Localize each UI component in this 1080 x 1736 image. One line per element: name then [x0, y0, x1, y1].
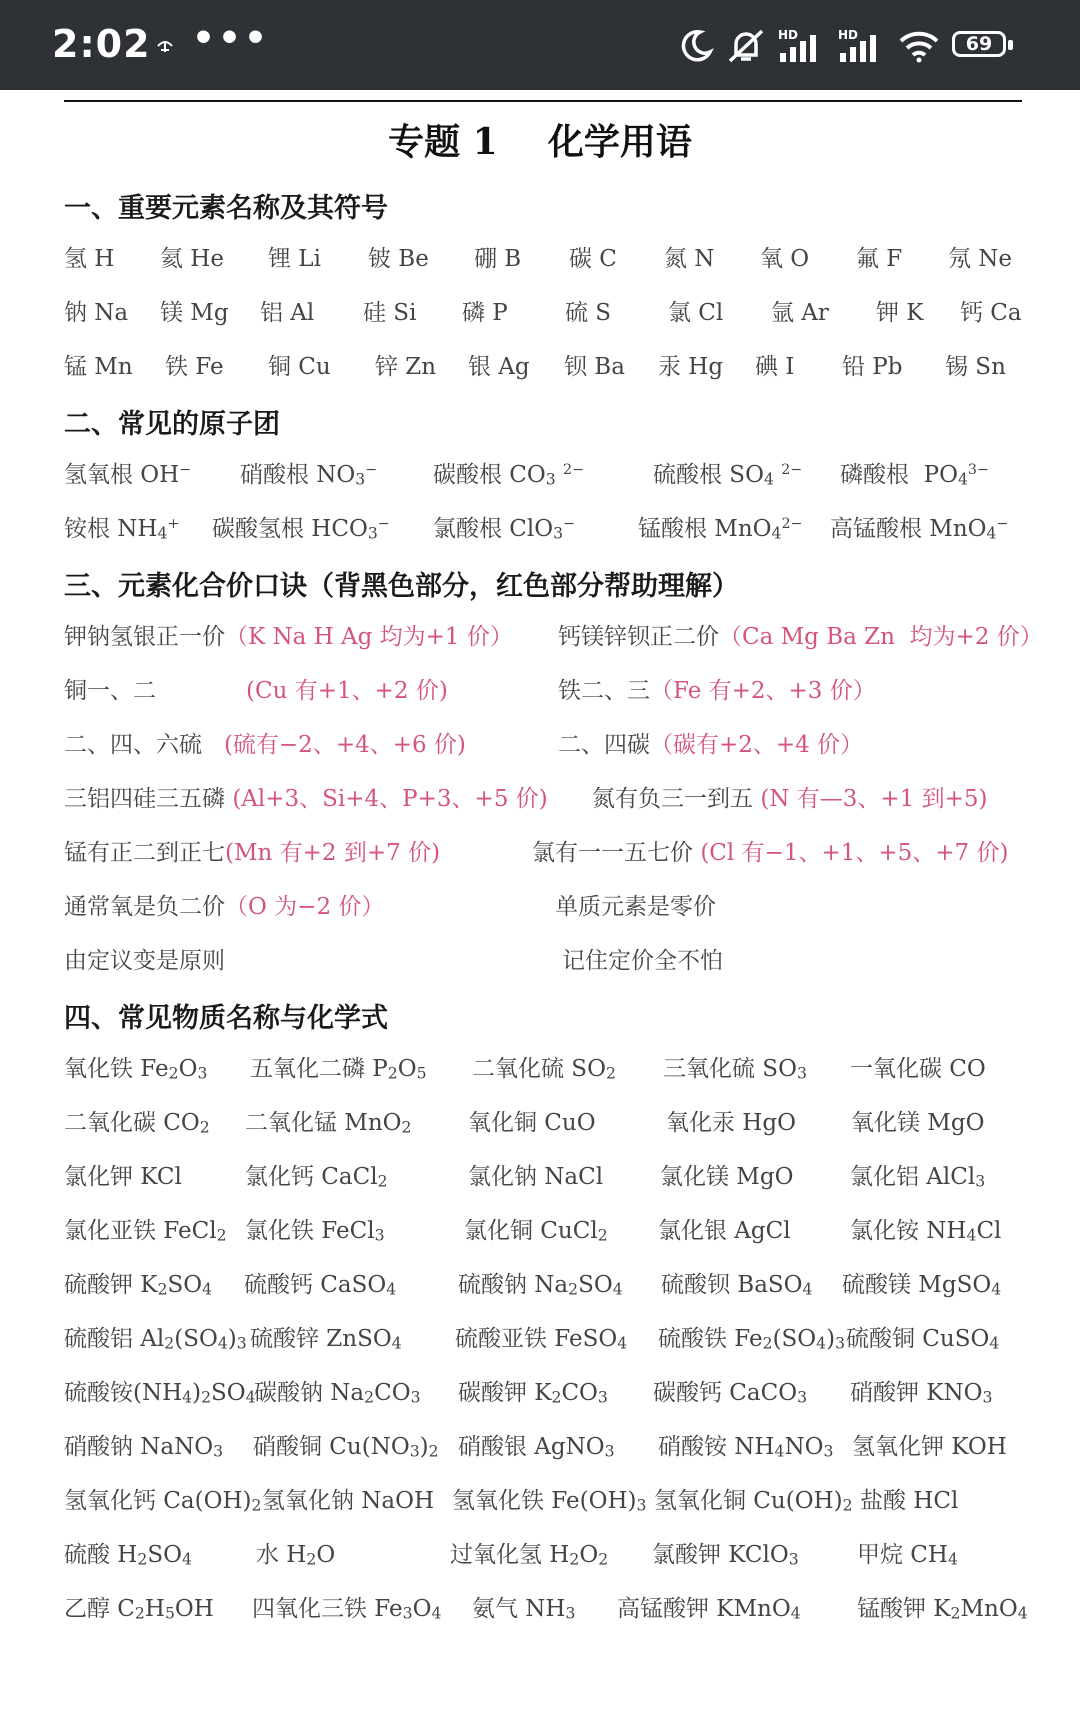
element-row — [0, 294, 1080, 334]
element-row — [0, 348, 1080, 388]
section-heading-compounds: 四、常见物质名称与化学式 — [64, 1003, 388, 1034]
compound-item: 四氧化三铁 $Fe_3O_4$ — [252, 1596, 442, 1623]
element-item: 锂 Li — [268, 246, 321, 272]
compound-item: 氧化铁 $Fe_2O_3$ — [64, 1056, 208, 1083]
compound-row — [0, 1374, 1080, 1414]
compound-row — [0, 1536, 1080, 1576]
compound-item: 硫酸钠 $Na_2SO_4$ — [458, 1272, 623, 1299]
valence-item: 二、四碳（碳有+2、+4 价） — [558, 732, 864, 758]
signal-hd-1-icon — [778, 27, 826, 65]
element-item: 钡 Ba — [564, 354, 625, 380]
element-item: 钙 Ca — [960, 300, 1022, 326]
radical-item: 硫酸根 $SO_4$ $^{2-}$ — [653, 462, 803, 489]
compound-item: 氢氧化钠 NaOH — [262, 1488, 435, 1514]
compound-item: 乙醇 $C_2H_5OH$ — [64, 1596, 214, 1623]
element-row — [0, 240, 1080, 280]
element-item: 氩 Ar — [771, 300, 829, 326]
valence-row — [0, 942, 1080, 982]
radical-item: 碳酸氢根 $HCO_3^-$ — [212, 516, 390, 543]
compound-item: 锰酸钾 $K_2MnO_4$ — [857, 1596, 1028, 1623]
moon-icon — [678, 28, 714, 64]
element-item: 氟 F — [856, 246, 903, 272]
valence-item: 铁二、三（Fe 有+2、+3 价） — [558, 678, 876, 704]
compound-item: 硫酸钾 $K_2SO_4$ — [64, 1272, 213, 1299]
element-item: 钾 K — [876, 300, 924, 326]
compound-item: 二氧化锰 MnO$_2$ — [245, 1110, 412, 1137]
valence-item: (Cu 有+1、+2 价) — [246, 678, 448, 704]
compound-item: 氯化铜 CuCl$_2$ — [464, 1218, 608, 1245]
radical-item: 碳酸根 $CO_3$ $^{2-}$ — [433, 462, 585, 489]
compound-item: 氧化铜 CuO — [468, 1110, 596, 1136]
compound-item: 氨气 $NH_3$ — [472, 1596, 576, 1623]
valence-row — [0, 726, 1080, 766]
status-time: 2:02 — [52, 22, 151, 66]
compound-item: 高锰酸钾 KMnO$_4$ — [617, 1596, 801, 1623]
element-item: 铝 Al — [260, 300, 315, 326]
signal-hd-label-1: HD — [778, 28, 799, 42]
element-item: 钠 Na — [64, 300, 129, 326]
valence-item: 由定议变是原则 — [64, 948, 225, 974]
valence-item: 通常氧是负二价（O 为−2 价） — [64, 894, 385, 920]
element-item: 锰 Mn — [64, 354, 133, 380]
section-heading-valence: 三、元素化合价口诀（背黑色部分，红色部分帮助理解） — [64, 571, 739, 602]
notification-icon — [155, 36, 175, 56]
element-item: 铁 Fe — [165, 354, 224, 380]
element-item: 铜 Cu — [268, 354, 331, 380]
radical-item: 氯酸根 ClO$_3$− — [433, 516, 576, 543]
valence-item: 三铝四硅三五磷 (Al+3、Si+4、P+3、+5 价) — [64, 786, 548, 812]
more-notifications-icon: ••• — [192, 18, 271, 59]
element-item: 硼 B — [474, 246, 522, 272]
element-item: 碘 I — [755, 354, 795, 380]
compound-item: 碳酸钙 CaCO$_3$ — [653, 1380, 808, 1407]
compound-item: 二氧化碳 $CO_2$ — [64, 1110, 210, 1137]
compound-item: 盐酸 HCl — [860, 1488, 959, 1514]
page-title: 专题 1 化学用语 — [388, 121, 692, 163]
compound-item: 硫酸锌 ZnSO$_4$ — [250, 1326, 402, 1353]
valence-row — [0, 780, 1080, 820]
element-item: 汞 Hg — [658, 354, 724, 380]
compound-item: 过氧化氢 $H_2O_2$ — [450, 1542, 609, 1569]
compound-item: 氯酸钾 KClO$_3$ — [652, 1542, 799, 1569]
compound-row — [0, 1212, 1080, 1252]
valence-item: 二、四、六硫 (硫有−2、+4、+6 价) — [64, 732, 466, 758]
compound-item: 硫酸钡 BaSO$_4$ — [661, 1272, 813, 1299]
valence-item: 单质元素是零价 — [555, 894, 716, 920]
element-item: 硅 Si — [363, 300, 417, 326]
compound-item: 氯化铵 $NH_4Cl$ — [850, 1218, 1002, 1245]
element-item: 硫 S — [565, 300, 612, 326]
compound-item: 硝酸铜 $Cu(NO_3)_2$ — [253, 1434, 439, 1461]
valence-item: 氯有一一五七价 (Cl 有−1、+1、+5、+7 价) — [532, 840, 1009, 866]
valence-row — [0, 834, 1080, 874]
element-item: 铍 Be — [368, 246, 429, 272]
element-item: 氧 O — [760, 246, 810, 272]
compound-item: 氯化铝 AlCl$_3$ — [850, 1164, 986, 1191]
valence-item: 钙镁锌钡正二价（Ca Mg Ba Zn 均为+2 价） — [558, 624, 1043, 650]
battery-icon — [952, 31, 1014, 61]
compound-row — [0, 1104, 1080, 1144]
element-item: 氖 Ne — [948, 246, 1013, 272]
compound-item: 氯化银 AgCl — [658, 1218, 791, 1244]
compound-item: 硫酸亚铁 FeSO$_4$ — [455, 1326, 628, 1353]
valence-row — [0, 618, 1080, 658]
element-item: 磷 P — [462, 300, 508, 326]
compound-item: 甲烷 $CH_4$ — [857, 1542, 958, 1569]
element-item: 氢 H — [64, 246, 115, 272]
compound-item: 硫酸 $H_2SO_4$ — [64, 1542, 192, 1569]
valence-row — [0, 672, 1080, 712]
silent-bell-icon — [726, 27, 766, 65]
compound-item: 碳酸钠 $Na_2CO_3$ — [254, 1380, 421, 1407]
compound-item: 氧化镁 MgO — [851, 1110, 985, 1136]
compound-row — [0, 1266, 1080, 1306]
compound-item: 硝酸钾 $KNO_3$ — [850, 1380, 993, 1407]
status-bar — [0, 0, 1080, 90]
radical-row — [0, 510, 1080, 550]
compound-item: 硫酸铝 $Al_2(SO_4)_3$ — [64, 1326, 247, 1353]
compound-row — [0, 1158, 1080, 1198]
compound-row — [0, 1320, 1080, 1360]
compound-item: 一氧化碳 CO — [850, 1056, 986, 1082]
compound-item: 氯化钙 CaCl$_2$ — [245, 1164, 388, 1191]
element-item: 镁 Mg — [160, 300, 229, 326]
top-rule — [64, 100, 1022, 102]
valence-item: 钾钠氢银正一价（K Na H Ag 均为+1 价） — [64, 624, 513, 650]
compound-row — [0, 1482, 1080, 1522]
compound-item: 硫酸铁 $Fe_2(SO_4)_3$ — [658, 1326, 846, 1353]
compound-item: 氯化亚铁 FeCl$_2$ — [64, 1218, 227, 1245]
compound-row — [0, 1428, 1080, 1468]
radical-item: 锰酸根 MnO$_4^{2-}$ — [638, 516, 803, 543]
radical-item: 硝酸根 $NO_3^-$ — [240, 462, 378, 489]
compound-item: 硝酸钠 NaNO$_3$ — [64, 1434, 224, 1461]
element-item: 氦 He — [160, 246, 224, 272]
wifi-icon — [898, 29, 940, 63]
compound-item: 氯化镁 MgO — [660, 1164, 794, 1190]
compound-item: 氢氧化铁 $Fe(OH)_3$ — [452, 1488, 647, 1515]
compound-item: 硫酸铵$(NH_4)_2SO_4$ — [64, 1380, 256, 1407]
compound-item: 氯化铁 FeCl$_3$ — [245, 1218, 385, 1245]
battery-level: 69 — [965, 33, 993, 55]
element-item: 银 Ag — [468, 354, 530, 380]
compound-item: 二氧化硫 $SO_2$ — [472, 1056, 616, 1083]
compound-item: 氯化钾 KCl — [64, 1164, 182, 1190]
valence-item: 氮有负三一到五 (N 有—3、+1 到+5) — [592, 786, 988, 812]
compound-item: 氧化汞 HgO — [666, 1110, 796, 1136]
element-item: 锌 Zn — [375, 354, 437, 380]
compound-item: 碳酸钾 $K_2CO_3$ — [458, 1380, 608, 1407]
radical-row — [0, 456, 1080, 496]
compound-item: 三氧化硫 $SO_3$ — [663, 1056, 807, 1083]
radical-item: 磷酸根 $PO_4^{3-}$ — [840, 462, 989, 489]
signal-hd-2-icon — [838, 27, 886, 65]
compound-item: 水 $H_2O$ — [256, 1542, 336, 1569]
section-heading-radicals: 二、常见的原子团 — [64, 409, 280, 440]
element-item: 碳 C — [569, 246, 617, 272]
compound-item: 硫酸镁 MgSO$_4$ — [842, 1272, 1002, 1299]
element-item: 铅 Pb — [842, 354, 903, 380]
signal-hd-label-2: HD — [838, 28, 859, 42]
compound-row — [0, 1050, 1080, 1090]
element-item: 锡 Sn — [945, 354, 1006, 380]
radical-item: 高锰酸根 MnO$_4$− — [830, 516, 1009, 543]
compound-item: 硝酸银 AgNO$_3$ — [458, 1434, 615, 1461]
valence-item: 铜一、二 — [64, 678, 156, 704]
compound-item: 氯化钠 NaCl — [468, 1164, 604, 1190]
compound-item: 氢氧化铜 $Cu(OH)_2$ — [654, 1488, 853, 1515]
compound-item: 硝酸铵 $NH_4NO_3$ — [658, 1434, 834, 1461]
radical-item: 铵根 $NH_4^+$ — [64, 516, 180, 543]
valence-item: 锰有正二到正七(Mn 有+2 到+7 价) — [64, 840, 441, 866]
element-item: 氯 Cl — [668, 300, 724, 326]
compound-item: 五氧化二磷 $P_2O_5$ — [250, 1056, 427, 1083]
compound-item: 硫酸铜 CuSO$_4$ — [846, 1326, 1000, 1353]
compound-item: 氢氧化钾 KOH — [852, 1434, 1007, 1460]
compound-item: 氢氧化钙 $Ca(OH)_2$ — [64, 1488, 262, 1515]
valence-row — [0, 888, 1080, 928]
section-heading-elements: 一、重要元素名称及其符号 — [64, 193, 388, 224]
radical-item: 氢氧根 OH− — [64, 462, 192, 488]
compound-item: 硫酸钙 CaSO$_4$ — [244, 1272, 397, 1299]
valence-item: 记住定价全不怕 — [562, 948, 723, 974]
compound-row — [0, 1590, 1080, 1630]
status-icons — [678, 22, 1014, 70]
element-item: 氮 N — [664, 246, 715, 272]
